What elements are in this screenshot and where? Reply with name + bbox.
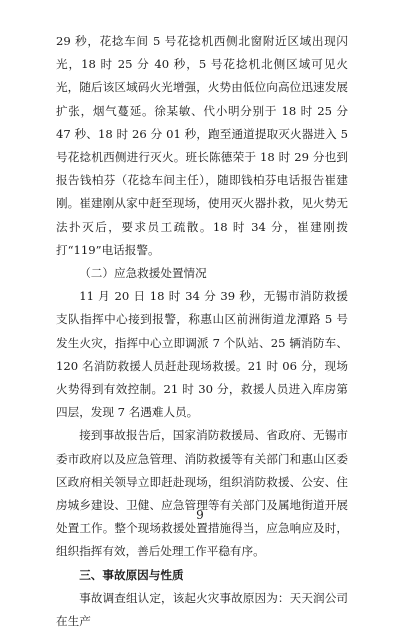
section-heading: 三、事故原因与性质 (79, 567, 184, 582)
paragraph-fire-timeline: 29 秒，花捻车间 5 号花捻机西侧北窗附近区域出现闪光，18 时 25 分 40 秒，5 号花捻机北侧区域可见火光，随后该区域码火光增强，火势由低位向高位迅速发展扩张，烟气蔓延。徐某敏、代小明分别于 18 时 25 分 47 秒、18 时 26 分 01 秒，跑至通道提取灭火器进入 5 号花捻机西侧进行灭火。班长陈德荣于 18 时 29 分也到报告钱柏芬（花捻车间主任），随即钱柏芬电话报告崔建刚。崔建刚从家中赶至现场，使用灭火器扑救，见火势无法扑灭后，要求员工疏散。18 时 34 分，崔建刚拨打“119”电话报警。 (56, 34, 348, 257)
section-subheading: （二）应急救援处置情况 (79, 266, 207, 281)
body-text (56, 30, 348, 633)
paragraph-alarm-response: 11 月 20 日 18 时 34 分 39 秒，无锡市消防救援支队指挥中心接到报警，称惠山区前洲街道龙潭路 5 号发生火灾，指挥中心立即调派 7 个队站、25 辆消防车、120 名消防救援人员赶赴现场救援。21 时 06 分，现场火势得到有效控制。21 时 30 分，救援人员进入库房第四层，发现 7 名遇难人员。 (56, 289, 348, 420)
paragraph-emergency-handling: 接到事故报告后，国家消防救援局、省政府、无锡市委市政府以及应急管理、消防救援等有关部门和惠山区委区政府相关领导立即赶赴现场，组织消防救援、公安、住房城乡建设、卫健、应急管理等有关部门及属地街道开展处置工作。整个现场救援处置措施得当，应急响应及时，组织指挥有效，善后处理工作平稳有序。 (56, 428, 348, 559)
page-number: 9 (196, 508, 204, 522)
paragraph-cause: 事故调查组认定，该起火灾事故原因为：天天润公司在生产 (56, 590, 348, 629)
